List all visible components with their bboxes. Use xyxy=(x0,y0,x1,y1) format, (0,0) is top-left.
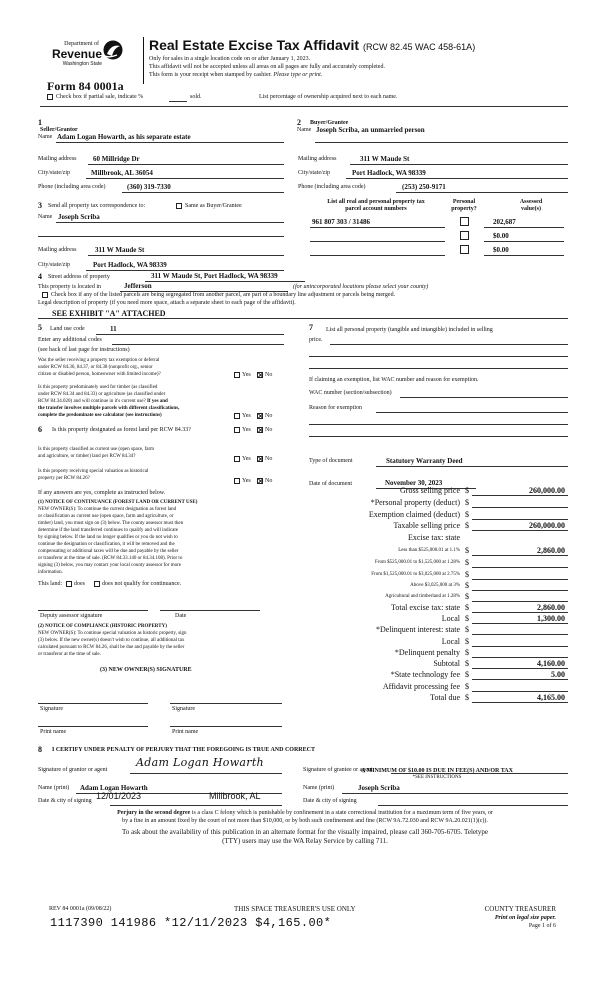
legal-description-label: Legal description of property (if you need more space, attach a separate sheet to each page of the affidavit). xyxy=(38,300,296,306)
land-use-code[interactable]: 11 xyxy=(110,325,117,333)
continuance-line: information. xyxy=(38,570,63,575)
tax-row-currency: $ xyxy=(465,682,469,691)
continuance-line: compensating or additional taxes will be due and payable by the seller xyxy=(38,549,179,554)
sec5-num: 5 xyxy=(38,323,42,332)
seller-heading: Seller/Grantor xyxy=(40,127,78,133)
land-does-label: does xyxy=(74,581,85,587)
new-owner-signature-label[interactable]: Signature xyxy=(40,706,63,712)
current-use-no-label: No xyxy=(265,456,273,462)
exemption-question-c: citizen or disabled person, homeowner with limited income)? xyxy=(38,372,161,377)
buyer-phone-label: Phone (including area code) xyxy=(298,184,366,190)
buyer-phone[interactable]: (253) 250-9171 xyxy=(402,183,446,191)
historic-yes-checkbox[interactable] xyxy=(234,478,240,484)
buyer-city[interactable]: Port Hadlock, WA 98339 xyxy=(352,169,426,177)
new-owner-print-name-2[interactable]: Print name xyxy=(172,729,199,735)
parcel-value-1[interactable]: 202,687 xyxy=(493,218,516,226)
see-back-note: (see back of last page for instructions) xyxy=(38,347,130,353)
sec3-label: Send all property tax correspondence to: xyxy=(48,203,146,209)
alt-format-line2: (TTY) users may use the WA Relay Service by calling 711. xyxy=(222,837,388,845)
tax-row-label: Total excise tax: state xyxy=(391,603,460,612)
timber-no-label: No xyxy=(265,413,273,419)
doc-date[interactable]: November 30, 2023 xyxy=(385,479,443,487)
street-label: Street address of property xyxy=(48,274,110,280)
wac-number-label: WAC number (section/subsection) xyxy=(309,390,392,396)
minimum-due-note: A MINIMUM OF $10.00 IS DUE IN FEE(S) AND/OR TAX xyxy=(361,768,513,774)
tax-row-label: From $1,525,000.01 to $3,025,000 at 2.75% xyxy=(371,572,460,577)
timber-yes-checkbox[interactable] xyxy=(234,413,240,419)
deputy-date-label: Date xyxy=(175,613,187,619)
grantor-signature-label: Signature of grantor or agent xyxy=(38,767,108,773)
tax-row-currency: $ xyxy=(465,546,469,555)
partial-sale-label: Check box if partial sale, indicate % xyxy=(56,94,144,100)
tax-row-label: Gross selling price xyxy=(400,486,460,495)
forest-yes-checkbox[interactable] xyxy=(234,427,240,433)
compliance-line: (3) below. If the new owner(s) doesn't wish to continue, all additional tax xyxy=(38,638,185,643)
sec3-name[interactable]: Joseph Scriba xyxy=(58,213,100,221)
forest-question: Is this property designated as forest land per RCW 84.33? xyxy=(52,427,191,433)
tax-row-label: Local xyxy=(441,614,460,623)
seller-city[interactable]: Millbrook, AL 36054 xyxy=(91,169,153,177)
tax-row-label: Total due xyxy=(430,693,460,702)
tax-row-value[interactable]: 2,860.00 xyxy=(537,603,565,612)
tax-row-value[interactable]: 4,165.00 xyxy=(537,693,565,702)
seller-name-label: Name xyxy=(38,134,53,140)
seller-phone[interactable]: (360) 319-7330 xyxy=(127,183,171,191)
land-use-label: Land use code xyxy=(50,326,85,332)
new-owner-print-name[interactable]: Print name xyxy=(40,729,67,735)
parcel-value-3[interactable]: $0.00 xyxy=(493,246,509,254)
current-use-question-b: and agriculture, or timber) land per RCW 84.34? xyxy=(38,454,136,459)
tax-row-currency: $ xyxy=(465,603,469,612)
parcel-col3a: Assessed xyxy=(519,199,543,205)
buyer-city-label: City/state/zip xyxy=(298,170,330,176)
grantee-date-city-label: Date & city of signing xyxy=(303,798,357,804)
sec4-num: 4 xyxy=(38,272,42,281)
cashier-stamp: 1117390 141986 *12/11/2023 $4,165.00* xyxy=(50,916,332,930)
current-use-yes-checkbox[interactable] xyxy=(234,456,240,462)
historic-question-b: property per RCW 84.26? xyxy=(38,476,90,481)
alt-format-line1: To ask about the availability of this publication in an alternate format for the visually impaired, please call 360-705-6705. Teletype xyxy=(121,828,489,836)
unincorporated-note: (for unincorporated locations please select your county) xyxy=(293,284,429,290)
compliance-line: calculated pursuant to RCW 84.26, shall be due and payable by the seller xyxy=(38,645,185,650)
continuance-line: signing (3) below, you may contact your local county assessor for more xyxy=(38,563,181,568)
doc-date-label: Date of document xyxy=(309,481,352,487)
same-as-buyer-label: Same as Buyer/Grantee xyxy=(185,203,242,209)
deputy-signature-label: Deputy assessor signature xyxy=(40,613,103,619)
treasurer-space-label: THIS SPACE TREASURER'S USE ONLY xyxy=(234,905,356,913)
land-does-not-label: does not qualify for continuance. xyxy=(102,581,182,587)
tax-row-label: *State technology fee xyxy=(390,670,460,679)
continuance-line: continue the designation or classification, it will be removed and the xyxy=(38,542,175,547)
tax-row-label: Exemption claimed (deduct) xyxy=(368,510,460,519)
tax-row-label: *Delinquent penalty xyxy=(394,648,460,657)
compliance-line: or transferor at the time of sale. xyxy=(38,652,101,657)
grantor-signing-date[interactable]: 12/01/2023 xyxy=(96,791,142,801)
tax-row-label: *Personal property (deduct) xyxy=(370,498,460,507)
tax-row-currency: $ xyxy=(465,648,469,657)
current-use-no-checkbox[interactable] xyxy=(257,456,263,462)
personal-property-checkbox-1[interactable] xyxy=(460,217,469,226)
historic-no-checkbox[interactable] xyxy=(257,478,263,484)
grantor-date-city-label: Date & city of signing xyxy=(38,798,92,804)
grantee-name-print-label: Name (print) xyxy=(303,785,335,791)
revision-code: REV 84 0001a (09/08/22) xyxy=(49,906,112,912)
tax-row-value[interactable]: 2,860.00 xyxy=(537,546,565,555)
property-county[interactable]: Jefferson xyxy=(124,282,152,290)
exemption-wac-label: If claiming an exemption, list WAC number and reason for exemption. xyxy=(309,377,479,383)
tax-row-label: Above $3,025,000 at 3% xyxy=(410,583,460,588)
tax-row-label: *Delinquent interest: state xyxy=(376,625,460,634)
segregated-label: Check box if any of the listed parcels are being segregated from another parcel, are part of a boundary line adjustment or parcels being merged. xyxy=(51,292,396,298)
tax-row-value[interactable]: 5.00 xyxy=(551,670,565,679)
tax-row-currency: $ xyxy=(465,498,469,507)
header-note2: This affidavit will not be accepted unless all areas on all pages are fully and accurately completed. xyxy=(149,64,385,70)
personal-property-checkbox-2[interactable] xyxy=(460,231,469,240)
seller-city-label: City/state/zip xyxy=(38,170,70,176)
legal-description[interactable]: SEE EXHIBIT "A" ATTACHED xyxy=(52,309,166,318)
sec3-city-label: City/state/zip xyxy=(38,262,70,268)
dept-line1: Department of xyxy=(64,41,99,47)
header-note1: Only for sales in a single location code on or after January 1, 2023. xyxy=(149,56,311,62)
page-number: Page 1 of 6 xyxy=(528,923,556,929)
tax-row-value[interactable]: 4,160.00 xyxy=(537,659,565,668)
doc-type[interactable]: Statutory Warranty Deed xyxy=(386,457,463,465)
sec3-num: 3 xyxy=(38,201,42,210)
exemption-yes-label: Yes xyxy=(242,372,251,378)
additional-codes-label: Enter any additional codes xyxy=(38,337,102,343)
segregated-checkbox[interactable] xyxy=(42,292,48,298)
buyer-name-label: Name xyxy=(297,127,312,133)
parcel-col1a: List all real and personal property tax xyxy=(327,199,425,205)
land-does-not-checkbox[interactable] xyxy=(94,581,100,587)
timber-question-d: the transfer involves multiple parcels with different classifications, xyxy=(38,406,180,411)
timber-question-e: complete the predominate use calculator (see instructions) xyxy=(38,413,162,418)
land-does-checkbox[interactable] xyxy=(66,581,72,587)
compliance-line: NEW OWNER(S): To continue special valuation as historic property, sign xyxy=(38,631,187,636)
seller-mailing[interactable]: 60 Millridge Dr xyxy=(93,155,140,163)
tax-row-currency: $ xyxy=(465,486,469,495)
sec3-name-label: Name xyxy=(38,214,53,220)
historic-yes-label: Yes xyxy=(242,478,251,484)
seller-mailing-label: Mailing address xyxy=(38,156,77,162)
tax-row-currency: $ xyxy=(465,592,469,601)
current-use-question-a: Is this property classified as current use (open space, farm xyxy=(38,447,155,452)
county-treasurer-label: COUNTY TREASURER xyxy=(484,905,556,913)
tax-row-currency: $ xyxy=(465,614,469,623)
tax-row-currency: $ xyxy=(465,558,469,567)
buyer-mailing-label: Mailing address xyxy=(298,156,337,162)
continuance-line: NEW OWNER(S): To continue the current designation as forest land xyxy=(38,507,177,512)
doc-type-label: Type of document xyxy=(309,458,353,464)
tax-row-label: Less than $525,000.01 at 1.1% xyxy=(398,548,460,553)
tax-row-value[interactable]: 260,000.00 xyxy=(529,486,565,495)
tax-row-label: From $525,000.01 to $1,525,000 at 1.28% xyxy=(375,560,460,565)
grantor-name-print-label: Name (print) xyxy=(38,785,70,791)
tax-row-currency: $ xyxy=(465,521,469,530)
parcel-col2a: Personal xyxy=(452,199,476,205)
grantor-name-print[interactable]: Adam Logan Howarth xyxy=(80,784,148,792)
buyer-name[interactable]: Joseph Scriba, an unmarried person xyxy=(316,126,425,134)
historic-no-label: No xyxy=(265,478,273,484)
exemption-question-b: under RCW 84.36, 84.37, or 84.38 (nonprofit org., senior xyxy=(38,365,153,370)
exemption-yes-checkbox[interactable] xyxy=(234,372,240,378)
timber-no-checkbox[interactable] xyxy=(257,413,263,419)
tax-row-currency: $ xyxy=(465,625,469,634)
perjury-line1: Perjury in the second degree is a class C felony which is punishable by confinement in a state correctional institution for a maximum term of five years, or xyxy=(117,810,493,816)
grantee-name-print[interactable]: Joseph Scriba xyxy=(358,784,400,792)
property-street[interactable]: 311 W Maude St, Port Hadlock, WA 98339 xyxy=(151,272,278,280)
personal-property-checkbox-3[interactable] xyxy=(460,245,469,254)
this-land-label: This land: xyxy=(38,581,63,587)
partial-sold-label: sold. xyxy=(190,94,202,100)
tax-row-value[interactable]: 260,000.00 xyxy=(529,521,565,530)
tax-row-currency: $ xyxy=(465,510,469,519)
parcel-value-2[interactable]: $0.00 xyxy=(493,232,509,240)
dept-line3: Washington State xyxy=(62,61,102,67)
continuance-line: or classification as current use (open space, farm and agriculture, or xyxy=(38,514,174,519)
sec3-mailing[interactable]: 311 W Maude St xyxy=(95,246,145,254)
exemption-question-a: Was the seller receiving a property tax exemption or deferral xyxy=(38,358,160,363)
timber-yes-label: Yes xyxy=(242,413,251,419)
legal-paper-note: Print on legal size paper. xyxy=(494,915,556,921)
tax-row-currency: $ xyxy=(465,570,469,579)
seller-num: 1 xyxy=(38,118,42,127)
sec3-mailing-label: Mailing address xyxy=(38,247,77,253)
buyer-heading: Buyer/Grantee xyxy=(310,120,349,126)
perjury-line2: by a fine in an amount fixed by the court of not more than $10,000, or by both such confinement and fine (RCW 9A.72.030 and RCW 9A.20.021(1)(c)). xyxy=(122,818,488,824)
sec7-num: 7 xyxy=(309,323,313,332)
located-label: This property is located in xyxy=(38,284,101,290)
reason-label: Reason for exemption xyxy=(309,405,362,411)
ownership-note: List percentage of ownership acquired next to each name. xyxy=(259,94,398,100)
header-divider xyxy=(143,37,144,84)
exemption-no-label: No xyxy=(265,372,273,378)
tax-row-value[interactable]: 1,300.00 xyxy=(537,614,565,623)
continuance-heading: (1) NOTICE OF CONTINUANCE (FOREST LAND OR CURRENT USE) xyxy=(38,500,198,505)
new-owner-signature-heading: (3) NEW OWNER(S) SIGNATURE xyxy=(100,667,192,673)
personal-property-label-2: price. xyxy=(309,337,323,343)
sec6-num: 6 xyxy=(38,425,42,434)
form-title: Real Estate Excise Tax Affidavit (RCW 82.45 WAC 458-61A) xyxy=(149,37,476,53)
sec3-city[interactable]: Port Hadlock, WA 98339 xyxy=(93,261,167,269)
grantee-signature-label: Signature of grantee or agent xyxy=(303,767,373,773)
tax-row-label: Subtotal xyxy=(433,659,460,668)
tax-row-currency: $ xyxy=(465,670,469,679)
dept-revenue: Revenue xyxy=(51,47,102,61)
header-note3: This form is your receipt when stamped by cashier. Please type or print. xyxy=(149,72,323,78)
forest-no-checkbox[interactable] xyxy=(257,427,263,433)
if-yes-note: If any answers are yes, complete as instructed below. xyxy=(38,490,166,496)
timber-question-c: RCW 84.34.020) and will continue in it's current use? If yes and xyxy=(38,399,168,404)
current-use-yes-label: Yes xyxy=(242,456,251,462)
tax-row-currency: $ xyxy=(465,581,469,590)
partial-sale-checkbox[interactable] xyxy=(47,94,53,100)
form-number: Form 84 0001a xyxy=(47,79,124,93)
continuance-line: determine if the land transferred continues to qualify and will indicate xyxy=(38,528,178,533)
continuance-line: timber) land, you must sign on (3) below. The county assessor must then xyxy=(38,521,184,526)
tax-row-label: Agricultural and timberland at 1.28% xyxy=(385,594,460,599)
grantor-signing-city[interactable]: Millbrook, AL xyxy=(209,791,261,801)
timber-question-b: under RCW 84.34 and 84.33) or agriculture (as classified under xyxy=(38,392,166,397)
buyer-mailing[interactable]: 311 W Maude St xyxy=(360,155,410,163)
tax-row-label: Affidavit processing fee xyxy=(382,682,460,691)
tax-row-currency: $ xyxy=(465,637,469,646)
buyer-num: 2 xyxy=(297,118,301,127)
tax-row-label: Taxable selling price xyxy=(393,521,460,530)
exemption-no-checkbox[interactable] xyxy=(257,372,263,378)
seller-name[interactable]: Adam Logan Howarth, as his separate estate xyxy=(57,133,191,141)
sec8-num: 8 xyxy=(38,745,42,754)
grantor-signature[interactable]: Adam Logan Howarth xyxy=(136,756,264,769)
parcel-number-1[interactable]: 961 807 303 / 31486 xyxy=(312,218,370,226)
personal-property-label: List all personal property (tangible and intangible) included in selling xyxy=(326,327,493,333)
parcel-col1b: parcel account numbers xyxy=(345,206,407,212)
continuance-line: by signing below. If the land no longer qualifies or you do not wish to xyxy=(38,535,178,540)
historic-question-a: Is this property receiving special valuation as historical xyxy=(38,469,149,474)
forest-yes-label: Yes xyxy=(242,427,251,433)
parcel-col2b: property? xyxy=(451,206,477,212)
compliance-heading: (2) NOTICE OF COMPLIANCE (HISTORIC PROPERTY) xyxy=(38,624,167,629)
certify-statement: I CERTIFY UNDER PENALTY OF PERJURY THAT THE FOREGOING IS TRUE AND CORRECT xyxy=(52,747,315,753)
tax-row-currency: $ xyxy=(465,659,469,668)
forest-no-label: No xyxy=(265,427,273,433)
tax-row-label: Local xyxy=(441,637,460,646)
see-instructions-note: *SEE INSTRUCTIONS xyxy=(412,775,462,780)
timber-question-a: Is this property predominately used for timber (as classified xyxy=(38,385,158,390)
same-as-buyer-checkbox[interactable] xyxy=(176,203,182,209)
new-owner-signature-label-2[interactable]: Signature xyxy=(172,706,195,712)
seller-phone-label: Phone (including area code) xyxy=(38,184,106,190)
parcel-col3b: value(s) xyxy=(521,206,541,212)
tax-row-currency: $ xyxy=(465,693,469,702)
continuance-line: or transferor at the time of sale. (RCW 84.33.140 or 84.34.108). Prior to xyxy=(38,556,183,561)
tax-row-label: Excise tax: state xyxy=(408,533,460,542)
